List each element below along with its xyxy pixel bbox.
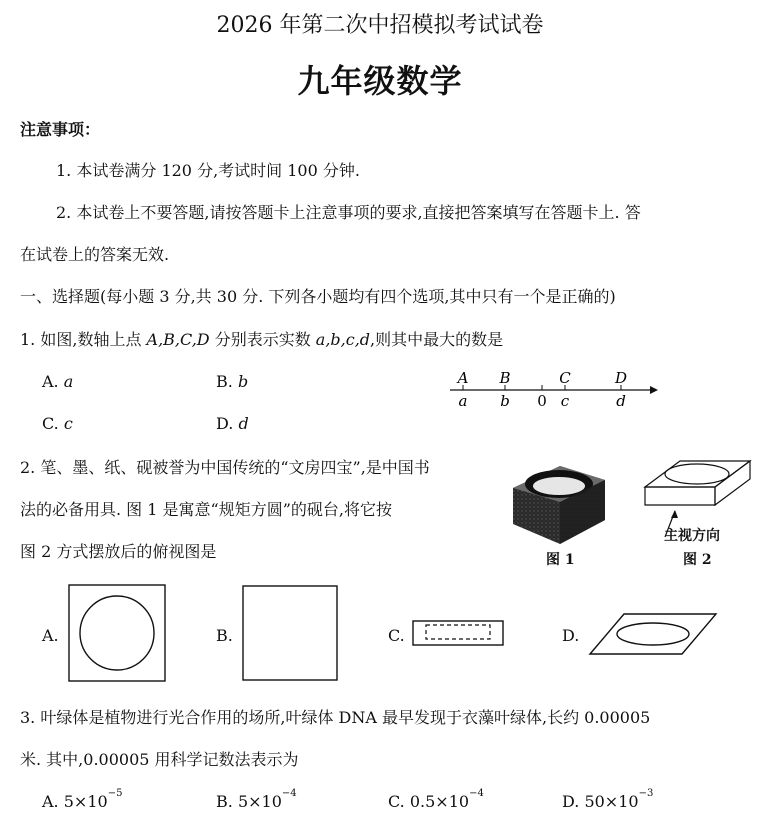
q3-option-d-exp: −3 [638, 788, 654, 799]
q1-option-d-value: d [238, 414, 249, 433]
q1-option-d[interactable] [216, 414, 249, 433]
q3-stem-line-1: 3. 叶绿体是植物进行光合作用的场所,叶绿体 DNA 最早发现于衣藻叶绿体,长约 0.00005 [20, 708, 651, 727]
notice-item-2-line-1: 2. 本试卷上不要答题,请按答题卡上注意事项的要求,直接把答案填写在答题卡上. 答 [56, 203, 641, 222]
q3-option-b-label: B. [216, 792, 233, 811]
q3-option-d[interactable] [562, 788, 654, 811]
block-circle [665, 464, 729, 484]
q3-option-d-base: 50×10 [584, 792, 639, 811]
q1-option-b-value: b [237, 372, 249, 391]
label-b: b [500, 392, 510, 410]
q3-option-c-exp: −4 [469, 788, 484, 799]
q3-option-a[interactable] [42, 788, 123, 811]
q1-option-a[interactable] [42, 372, 73, 391]
hidden-well-dashed [426, 625, 490, 639]
q3-option-b[interactable] [216, 788, 297, 811]
figure-2-arrow-label: 主视方向 [664, 528, 720, 544]
q3-option-a-base: 5×10 [63, 792, 108, 811]
q1-stem-mid: 分别表示实数 [209, 330, 316, 349]
number-line-arrowhead [650, 386, 658, 394]
q1-stem [20, 330, 503, 350]
label-B: B [499, 369, 511, 387]
q1-option-d-label: D. [216, 414, 234, 433]
q1-option-b-label: B. [216, 372, 233, 391]
notice-heading: 注意事项： [20, 120, 101, 139]
notice-item-1: 1. 本试卷满分 120 分,考试时间 100 分钟. [56, 161, 360, 180]
q1-stem-suffix: ,则其中最大的数是 [370, 330, 504, 349]
figure-1-caption: 图 1 [546, 552, 575, 568]
q3-option-a-label: A. [42, 792, 59, 811]
label-C: C [559, 369, 571, 387]
q2-option-a-label[interactable]: A. [42, 626, 59, 645]
q1-option-a-value: a [63, 372, 74, 391]
q1-option-b[interactable] [216, 372, 248, 391]
block-front-face [645, 487, 715, 505]
q1-option-c-value: c [63, 414, 73, 433]
label-zero: 0 [537, 392, 547, 410]
q2-stem-line-3: 图 2 方式摆放后的俯视图是 [20, 542, 217, 561]
q1-stem-prefix: 1. 如图,数轴上点 [20, 330, 147, 349]
inkstone-well-highlight [533, 477, 585, 495]
q2-option-b-figure[interactable] [242, 585, 338, 681]
q2-option-b-label[interactable]: B. [216, 626, 233, 645]
q1-stem-vars: a,b,c,d [315, 330, 371, 349]
q2-option-c-figure[interactable] [412, 620, 504, 646]
q1-stem-points: A,B,C,D [146, 330, 210, 349]
ellipse-shape [617, 623, 689, 645]
q3-stem-line-2: 米. 其中,0.00005 用科学记数法表示为 [20, 750, 299, 769]
q1-option-c[interactable] [42, 414, 73, 433]
figure-2-caption: 图 2 [683, 552, 712, 568]
q1-number-line [445, 370, 675, 420]
q2-option-d-figure[interactable] [588, 612, 718, 656]
label-a: a [458, 392, 468, 410]
q2-option-d-label[interactable]: D. [562, 626, 580, 645]
q3-option-a-exp: −5 [107, 788, 123, 799]
block-top-face [645, 461, 750, 487]
q1-option-c-label: C. [42, 414, 59, 433]
exam-title: 2026 年第二次中招模拟考试试卷 [216, 13, 544, 38]
q3-option-d-label: D. [562, 792, 580, 811]
q3-option-b-base: 5×10 [237, 792, 282, 811]
q3-option-b-exp: −4 [281, 788, 297, 799]
figure-1-inkstone [505, 458, 615, 548]
label-d: d [616, 392, 626, 410]
section-1-heading: 一、选择题(每小题 3 分,共 30 分. 下列各小题均有四个选项,其中只有一个是正确的) [20, 287, 616, 306]
circle-shape [80, 596, 154, 670]
view-direction-arrowhead [671, 510, 678, 518]
label-D: D [614, 369, 628, 387]
q1-option-a-label: A. [42, 372, 59, 391]
q2-stem-line-1: 2. 笔、墨、纸、砚被誉为中国传统的“文房四宝”,是中国书 [20, 458, 430, 477]
q2-option-a-figure[interactable] [68, 584, 166, 682]
q2-option-c-label[interactable]: C. [388, 626, 405, 645]
subject-title: 九年级数学 [297, 62, 463, 100]
label-A: A [457, 369, 469, 387]
label-c: c [560, 392, 570, 410]
notice-item-2-line-2: 在试卷上的答案无效. [20, 245, 170, 264]
q2-stem-line-2: 法的必备用具. 图 1 是寓意“规矩方圆”的砚台,将它按 [20, 500, 392, 519]
q3-option-c-label: C. [388, 792, 405, 811]
q3-option-c[interactable] [388, 788, 484, 811]
q3-option-c-base: 0.5×10 [409, 792, 470, 811]
